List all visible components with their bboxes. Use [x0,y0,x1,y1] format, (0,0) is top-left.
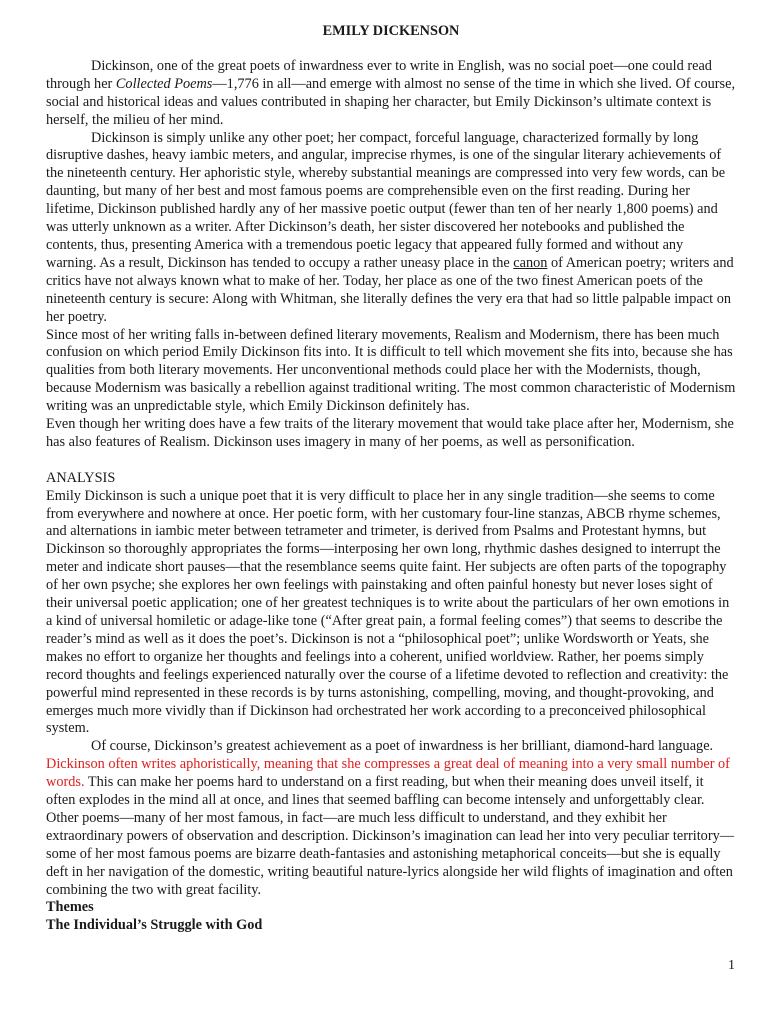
document-body [46,23,736,935]
italic-title: Collected Poems [115,75,213,92]
paragraph-text: Dickinson is simply unlike any other poet; her compact, forceful language, characterized formally by long disruptive dashes, heavy iambic meters, and angular, imprecise rhymes, is one of the singular literary achievements of the nineteenth century. Her aphoristic style, whereby substantial meanings are compressed into very few words, can be daunting, but many of her best and most famous poems are comprehensible even on the first reading. During her lifetime, Dickinson published hardly any of her massive poetic output (fewer than ten of her nearly 1,800 poems) and was utterly unknown as a writer. After Dickinson’s death, her sister discovered her notebooks and published the contents, thus, presenting America with a tremendous poetic legacy that appeared fully formed and without any warning. As a result, Dickinson has tended to occupy a rather uneasy place in the [46,129,726,271]
underlined-word: canon [513,254,548,271]
paragraph-text: Dickinson, one of the great poets of inwardness ever to write in English, was no social poet—one could read through her [46,57,712,92]
paragraph-realism: Even though her writing does have a few traits of the literary movement that would take place after her, Modernism, she has also features of Realism. Dickinson uses imagery in many of her poems, as well as personification. [46,416,734,450]
themes-heading: Themes [46,899,94,916]
paragraph-text: This can make her poems hard to understand on a first reading, but when their meaning does unveil itself, it often explodes in the mind all at once, and lines that seemed baffling can become intensely and unforgettably clear. Other poems—many of her most famous, in fact—are much less difficult to understand, and they exhibit her extraordinary powers of observation and description. Dickinson’s imagination can lead her into very peculiar territory—some of her most famous poems are bizarre death-fantasies and astonishing metaphorical conceits—but she is equally deft in her navigation of the domestic, writing beautiful nature-lyrics alongside her wild flights of imagination and often combining the two with great facility. [46,774,735,898]
analysis-heading: ANALYSIS [46,469,116,486]
page-title: EMILY DICKENSON [322,23,460,39]
spacer [46,452,736,470]
paragraph-achievement [46,738,736,899]
paragraph-text: of American poetry; writers and critics have not always known what to make of her. Today, her place as one of the two finest American poets of the nineteenth century is secure: Along with Whitman, she literally defines the very era that had so little palpable impact on her poetry. [46,254,734,325]
section-subheading: The Individual’s Struggle with God [46,917,263,934]
paragraph-text: —1,776 in all—and emerge with almost no sense of the time in which she lived. Of course, social and historical ideas and values contributed in shaping her character, but Emily Dickinson’s ultimate context is herself, the milieu of her mind. [46,75,736,128]
paragraph-intro [46,58,736,130]
paragraph-movements: Since most of her writing falls in-between defined literary movements, Realism and Modernism, there has been much confusion on which period Emily Dickinson fits into. It is difficult to tell which movement she fits into, because she has qualities from both literary movements. Her unconventional methods could place her with the Modernists, though, because Modernism was basically a rebellion against traditional writing. The most common characteristic of Modernism writing was an unpredictable style, which Emily Dickinson definitely has. [46,326,736,415]
paragraph-text: Of course, Dickinson’s greatest achievement as a poet of inwardness is her brilliant, diamond-hard language. [91,738,714,755]
paragraph-analysis: Emily Dickinson is such a unique poet that it is very difficult to place her in any single tradition—she seems to come from everywhere and nowhere at once. Her poetic form, with her customary four-line stanzas, ABCB rhyme schemes, and alternations in iambic meter between tetrameter and trimeter, is derived from Psalms and Protestant hymns, but Dickinson so thoroughly appropriates the forms—interposing her own long, rhythmic dashes designed to interrupt the meter and indicate short pauses—that the resemblance seems quite faint. Her subjects are often parts of the topography of her own psyche; she explores her own feelings with painstaking and often painful honesty but never loses sight of their universal poetic application; one of her greatest techniques is to write about the particulars of her own emotions in a kind of universal homiletic or adage-like tone (“After great pain, a formal feeling comes”) that seems to describe the reader’s mind as well as it does the poet’s. Dickinson is not a “philosophical poet”; unlike Wordsworth or Yeats, she makes no effort to organize her thoughts and feelings into a coherent, unified worldview. Rather, her poems simply record thoughts and feelings experienced naturally over the course of a lifetime devoted to reflection and creativity: the powerful mind represented in these records is by turns astonishing, compelling, moving, and thought-provoking, and emerges much more vividly than if Dickinson had orchestrated her work according to a preconceived philosophical system. [46,487,730,737]
highlighted-sentence: Dickinson often writes aphoristically, meaning that she compresses a great deal of meaning into a very small number of words. [46,756,730,791]
page-number: 1 [728,958,735,973]
paragraph-style [46,130,736,327]
